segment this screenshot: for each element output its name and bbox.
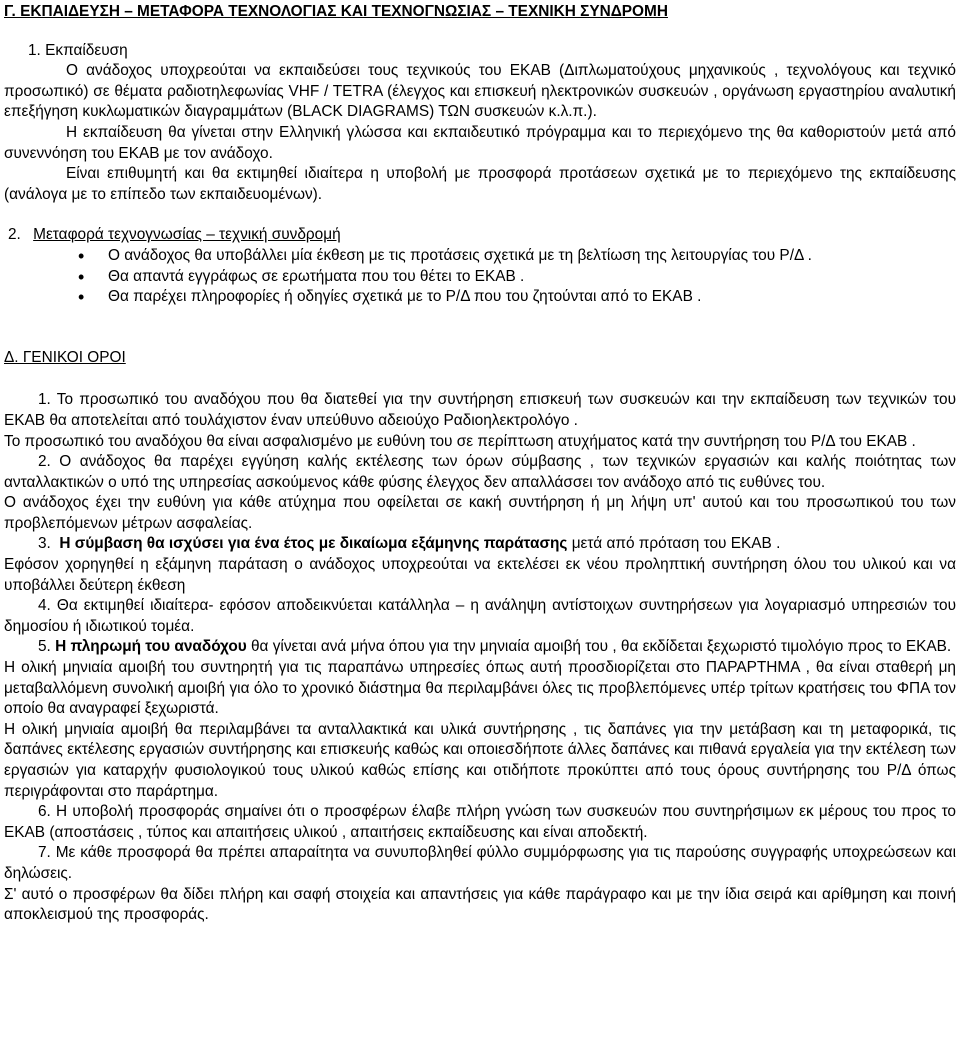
term-5-continued: Η ολική μηνιαία αμοιβή του συντηρητή για τις παραπάνω υπηρεσίες όπως αυτή προσδιορίζεται στο ΠΑΡΑΡΤΗΜΑ , θα είναι σταθερή μη μεταβαλλόμενη συνολική αμοιβή για όλο το χρονικό διάστημα θα περιλαμβάνει όλες τις προβλεπόμενες υπέρ τρίτων κρατήσεις του ΦΠΑ τον οποίο θα αναγραφεί ξεχωριστά. <box>4 659 956 718</box>
term-1: 1. Το προσωπικό του αναδόχου που θα διατεθεί για την συντήρηση επισκευή των συσκευών και την εκπαίδευση των τεχνικών του ΕΚΑΒ θα αποτελείται από τουλάχιστον έναν υπεύθυνο αδειούχο Ραδιοηλεκτρολόγο . <box>4 391 956 429</box>
training-paragraph-3: Είναι επιθυμητή και θα εκτιμηθεί ιδιαίτερα η υποβολή με προσφορά προτάσεων σχετικά με το περιεχόμενο της εκπαίδευσης (ανάλογα με το επίπεδο των εκπαιδευομένων). <box>4 165 956 203</box>
spacer <box>4 205 956 225</box>
term-5-rest: θα γίνεται ανά μήνα όπου για την μηνιαία αμοιβή του , θα εκδίδεται ξεχωριστό τιμολόγιο προς το ΕΚΑΒ. <box>250 638 952 656</box>
term-7-continued: Σ' αυτό ο προσφέρων θα δίδει πλήρη και σαφή στοιχεία και απαντήσεις για κάθε παράγραφο και με την ίδια σειρά και αρίθμηση και ποινή αποκλεισμού της προσφοράς. <box>4 885 956 924</box>
document-page <box>4 2 956 926</box>
training-title: 1. Εκπαίδευση <box>28 41 128 59</box>
spacer <box>4 23 956 41</box>
transfer-title: Μεταφορά τεχνογνωσίας – τεχνική συνδρομή <box>33 226 341 244</box>
general-terms-title: Δ. ΓΕΝΙΚΟΙ ΟΡΟΙ <box>4 348 126 366</box>
term-3-bold: Η σύμβαση θα ισχύσει για ένα έτος με δικαίωμα εξάμηνης παράτασης <box>59 535 568 553</box>
section-heading: Γ. ΕΚΠΑΙΔΕΥΣΗ – ΜΕΤΑΦΟΡΑ ΤΕΧΝΟΛΟΓΙΑΣ ΚΑΙ ΤΕΧΝΟΓΝΩΣΙΑΣ – ΤΕΧΝΙΚΗ ΣΥΝΔΡΟΜΗ <box>4 3 668 20</box>
term-3-rest: μετά από πρόταση του ΕΚΑΒ . <box>571 535 781 553</box>
term-2-continued: Ο ανάδοχος έχει την ευθύνη για κάθε ατύχημα που οφείλεται σε κακή συντήρηση ή μη λήψη υπ' αυτού και του προσωπικού του των προβλεπόμενων μέτρων ασφαλείας. <box>4 494 956 532</box>
training-paragraph-1: Ο ανάδοχος υποχρεούται να εκπαιδεύσει τους τεχνικούς του ΕΚΑΒ (Διπλωματούχους μηχανικούς , τεχνολόγους και τεχνικό προσωπικό) σε θέματα ραδιοτηλεφωνίας VHF / TETRA (έλεγχος και επισκευή ηλεκτρονικών συσκευών , οργάνωση εργαστηρίου αναλυτική επεξήγηση κυκλωματικών διαγραμμάτων (BLACK DIAGRAMS) ΤΩΝ συσκευών κ.λ.π.). <box>4 62 956 121</box>
spacer <box>4 308 956 348</box>
transfer-list <box>4 246 956 308</box>
term-5-bold: Η πληρωμή του αναδόχου <box>55 638 247 656</box>
spacer <box>4 368 956 390</box>
term-3 <box>4 534 956 555</box>
term-5 <box>4 637 956 658</box>
term-2: 2. Ο ανάδοχος θα παρέχει εγγύηση καλής εκτέλεσης των όρων σύμβασης , των τεχνικών εργασιών και καλής ποιότητας των ανταλλακτικών ο υπό της υπηρεσίας ασκούμενος κάθε φύσης έλεγχος δεν απαλλάσσει τον ανάδοχο από τις ευθύνες του. <box>4 453 956 491</box>
term-3-number: 3. <box>38 535 51 553</box>
term-4: 4. Θα εκτιμηθεί ιδιαίτερα- εφόσον αποδεικνύεται κατάλληλα – η ανάληψη αντίστοιχων συντηρήσεων για λογαριασμό υπηρεσιών του δημοσίου ή ιδιωτικού τομέα. <box>4 597 956 635</box>
term-1-continued: Το προσωπικό του αναδόχου θα είναι ασφαλισμένο με ευθύνη του σε περίπτωση ατυχήματος κατά την συντήρηση του Ρ/Δ του ΕΚΑΒ . <box>4 432 916 450</box>
transfer-number: 2. <box>8 226 21 244</box>
term-5-number: 5. <box>38 638 51 656</box>
transfer-heading <box>8 225 956 246</box>
term-3-continued: Εφόσον χορηγηθεί η εξάμηνη παράταση ο ανάδοχος υποχρεούται να εκτελέσει εκ νέου προληπτική συντήρηση όλου του υλικού και να υποβάλλει δεύτερη έκθεση <box>4 556 956 594</box>
list-item: • Θα παρέχει πληροφορίες ή οδηγίες σχετικά με το Ρ/Δ που του ζητούνται από το ΕΚΑΒ . <box>4 287 956 308</box>
list-item: • Ο ανάδοχος θα υποβάλλει μία έκθεση με τις προτάσεις σχετικά με τη βελτίωση της λειτουργίας του Ρ/Δ . <box>4 246 956 267</box>
term-7: 7. Με κάθε προσφορά θα πρέπει απαραίτητα να συνυποβληθεί φύλλο συμμόρφωσης για τις παρούσης συγγραφής υποχρεώσεων και δηλώσεις. <box>4 844 956 882</box>
term-5-continued-2: Η ολική μηνιαία αμοιβή θα περιλαμβάνει τα ανταλλακτικά και υλικά συντήρησης , τις δαπάνες για την μετάβαση και τη μεταφορικά, τις δαπάνες εκτέλεσης εργασιών συντήρησης και επισκευής καθώς και οποιεσδήποτε άλλες δαπάνες και πιθανά εργαλεία για την εκτέλεση των εργασιών για καταρχήν φυσιολογικού τους υλικού καθώς επίσης και οτιδήποτε προκύπτει από τους όρους συντήρησης του Ρ/Δ όπως περιγράφονται στο παράρτημα. <box>4 720 956 800</box>
list-item: • Θα απαντά εγγράφως σε ερωτήματα που του θέτει το ΕΚΑΒ . <box>4 267 956 288</box>
training-paragraph-2: Η εκπαίδευση θα γίνεται στην Ελληνική γλώσσα και εκπαιδευτικό πρόγραμμα και το περιεχόμενο της θα καθοριστούν μετά από συνεννόηση του ΕΚΑΒ με τον ανάδοχο. <box>4 123 956 162</box>
term-6: 6. Η υποβολή προσφοράς σημαίνει ότι ο προσφέρων έλαβε πλήρη γνώση των συσκευών που συντηρήσιμων εκ μέρους του προς το ΕΚΑΒ (αποστάσεις , τύπος και απαιτήσεις υλικού , απαιτήσεις εκπαίδευσης και είναι αποδεκτή. <box>4 803 956 841</box>
